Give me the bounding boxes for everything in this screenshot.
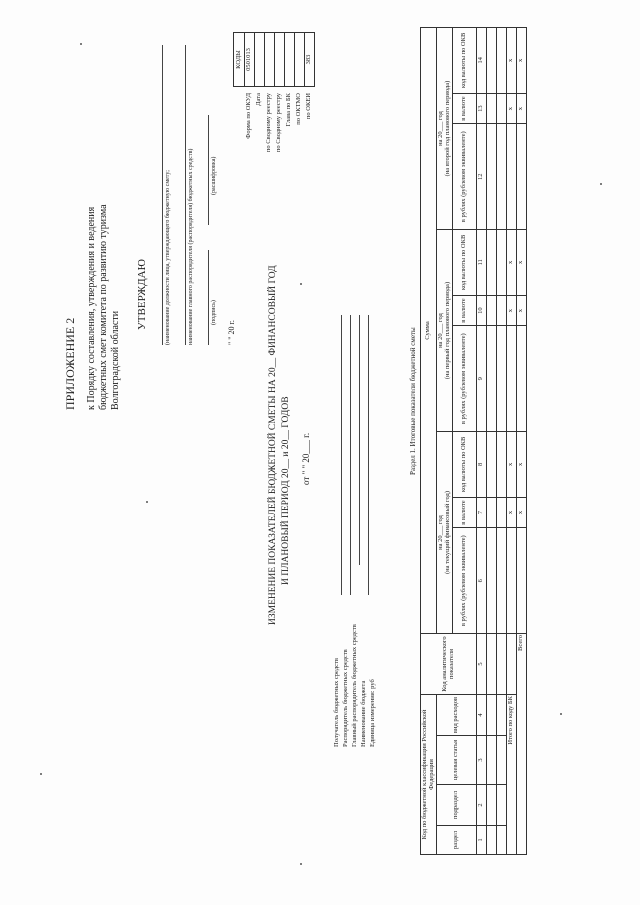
- th-target: целевая статья: [437, 736, 477, 785]
- th-val-3: в валюте: [453, 93, 477, 124]
- th-val-2: в валюте: [453, 295, 477, 326]
- x-mark: x: [507, 93, 517, 124]
- code-label-date: Дата: [255, 93, 262, 106]
- label-recipient: Получатель бюджетных средств: [333, 658, 340, 747]
- total-kbk-label: Итого по коду БК: [507, 695, 517, 855]
- doc-title-2: И ПЛАНОВЫЙ ПЕРИОД 20__ и 20__ ГОДОВ: [281, 396, 291, 585]
- th-year-2-line1: на 20___ год: [436, 313, 444, 348]
- code-okud: 0501013: [245, 33, 255, 87]
- th-sum: Сумма: [421, 28, 437, 634]
- code-label-registry-2: по Сводному реестру: [275, 93, 282, 153]
- total-label: Всего: [517, 634, 527, 855]
- th-val-1: в валюте: [453, 497, 477, 528]
- code-glava: [285, 33, 295, 87]
- appendix-line-2: бюджетных смет комитета по развитию туризма: [98, 204, 109, 410]
- th-okv-3: код валюты по ОКВ: [453, 28, 477, 94]
- th-year-1-line1: на 20___ год: [436, 515, 444, 550]
- th-kbk: Код по бюджетной классификации Российской Федерации: [421, 695, 437, 855]
- col-num: 3: [477, 736, 487, 785]
- codes-header: КОДЫ: [234, 33, 245, 87]
- th-year-1-line2: (на текущий финансовый год): [443, 491, 451, 575]
- col-num: 2: [477, 785, 487, 826]
- decode-caption: (расшифровка): [211, 156, 217, 195]
- th-podrazdel: подраздел: [437, 785, 477, 826]
- approve-caption-1: (наименование должности лица, утверждающего бюджетную смету;: [165, 170, 171, 345]
- col-num: 12: [477, 124, 487, 230]
- col-num: 1: [477, 826, 487, 855]
- approve-caption-2: наименование главного распорядителя (распорядителя) бюджетных средств): [188, 148, 194, 345]
- x-mark: x: [517, 497, 527, 528]
- x-mark: x: [517, 295, 527, 326]
- x-mark: x: [507, 295, 517, 326]
- th-year-3: [437, 28, 453, 230]
- x-mark: x: [507, 432, 517, 498]
- x-mark: x: [517, 28, 527, 94]
- x-mark: x: [507, 28, 517, 94]
- th-rub-3: в рублях (рублевом эквиваленте): [453, 124, 477, 230]
- codes-table: [233, 32, 315, 87]
- label-budget-name: Наименование бюджета: [360, 680, 367, 747]
- th-year-3-line1: на 20___ год: [436, 111, 444, 146]
- table-row: [487, 28, 497, 855]
- x-mark: x: [517, 432, 527, 498]
- code-label-okei: по ОКЕИ: [305, 93, 312, 120]
- th-rub-1: в рублях (рублевом эквиваленте): [453, 528, 477, 634]
- x-mark: x: [517, 230, 527, 296]
- col-num: 4: [477, 695, 487, 736]
- approve-title: УТВЕРЖДАЮ: [136, 259, 148, 330]
- code-registry-1: [265, 33, 275, 87]
- th-analytic-code: Код аналитического показателя: [421, 634, 477, 695]
- code-label-glava: Глава по БК: [285, 93, 292, 127]
- th-okv-2: код валюты по ОКВ: [453, 230, 477, 296]
- col-num: 8: [477, 432, 487, 498]
- doc-title-1: ИЗМЕНЕНИЕ ПОКАЗАТЕЛЕЙ БЮДЖЕТНОЙ СМЕТЫ НА 20__ ФИНАНСОВЫЙ ГОД: [268, 265, 278, 625]
- appendix-line-3: Волгоградской области: [110, 310, 121, 410]
- col-num: 14: [477, 28, 487, 94]
- doc-date: от " " 20___ г.: [301, 432, 311, 485]
- section-title: Раздел 1. Итоговые показатели бюджетной сметы: [409, 327, 417, 475]
- appendix-line-1: к Порядку составления, утверждения и ведения: [86, 206, 97, 410]
- col-num: 11: [477, 230, 487, 296]
- th-okv-1: код валюты по ОКВ: [453, 432, 477, 498]
- th-rub-2: в рублях (рублевом эквиваленте): [453, 326, 477, 432]
- x-mark: x: [507, 497, 517, 528]
- approve-date: " " 20 г.: [227, 320, 236, 345]
- main-table: [420, 27, 527, 855]
- code-oktmo: [295, 33, 305, 87]
- th-razdel: раздел: [437, 826, 477, 855]
- col-num: 6: [477, 528, 487, 634]
- col-num: 13: [477, 93, 487, 124]
- col-num: 5: [477, 634, 487, 695]
- table-row: [497, 28, 507, 855]
- label-chief-manager: Главный распорядитель бюджетных средств: [351, 624, 358, 747]
- code-registry-2: [275, 33, 285, 87]
- th-year-3-line2: (на второй год планового периода): [443, 80, 451, 177]
- code-label-oktmo: по ОКТМО: [295, 93, 302, 125]
- x-mark: x: [507, 230, 517, 296]
- label-unit: Единица измерения: руб: [369, 679, 376, 747]
- th-year-1: [437, 432, 453, 634]
- label-manager: Распорядитель бюджетных средств: [342, 649, 349, 747]
- code-okei: 383: [305, 33, 315, 87]
- column-numbers-row: [477, 28, 487, 855]
- th-year-2-line2: (на первый год планового периода): [443, 281, 451, 380]
- col-num: 10: [477, 295, 487, 326]
- col-num: 9: [477, 326, 487, 432]
- appendix-title: ПРИЛОЖЕНИЕ 2: [63, 317, 77, 410]
- total-row: [517, 28, 527, 855]
- code-label-okud: Форма по ОКУД: [245, 93, 252, 139]
- sign-caption: (подпись): [211, 300, 217, 325]
- th-year-2: [437, 230, 453, 432]
- col-num: 7: [477, 497, 487, 528]
- code-label-registry-1: по Сводному реестру: [265, 93, 272, 153]
- th-vid: вид расходов: [437, 695, 477, 736]
- total-kbk-row: [507, 28, 517, 855]
- code-date: [255, 33, 265, 87]
- x-mark: x: [517, 93, 527, 124]
